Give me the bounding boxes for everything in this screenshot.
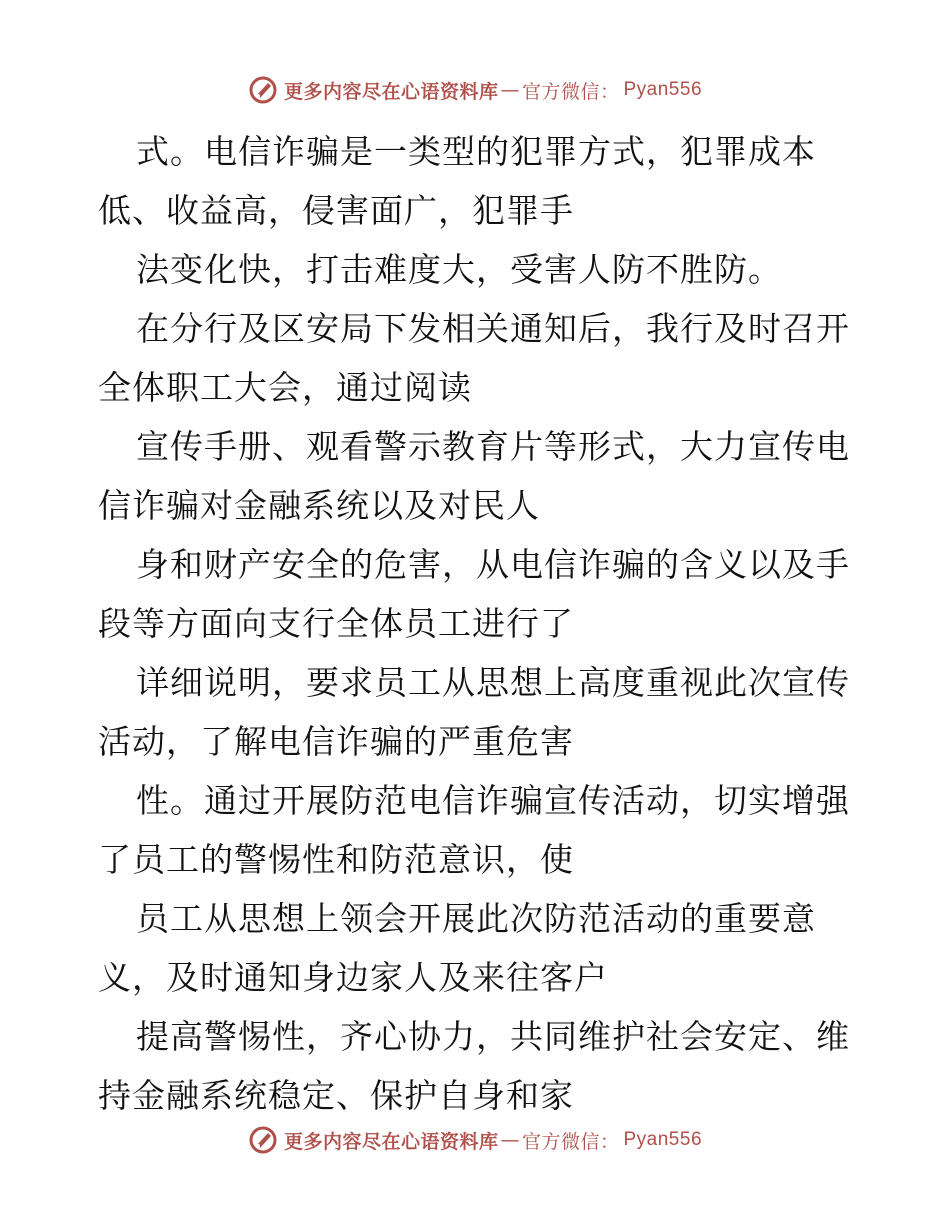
- logo-icon: [248, 1125, 278, 1155]
- banner-dash: —: [500, 79, 520, 101]
- text-line: 法变化快，打击难度大，受害人防不胜防。: [136, 250, 782, 289]
- text-line: 详细说明，要求员工从思想上高度重视此次宣传: [136, 663, 850, 702]
- text-line: 在分行及区安局下发相关通知后，我行及时召开: [136, 309, 850, 348]
- text-line: 宣传手册、观看警示教育片等形式，大力宣传电: [136, 427, 850, 466]
- banner-wechat-id: Pyan556: [623, 1129, 703, 1150]
- text-line: 提高警惕性，齐心协力，共同维护社会安定、维: [136, 1017, 850, 1056]
- text-line: 低、收益高，侵害面广，犯罪手: [98, 191, 574, 230]
- text-line: 员工从思想上领会开展此次防范活动的重要意: [136, 899, 816, 938]
- text-line: 性。通过开展防范电信诈骗宣传活动，切实增强: [136, 781, 850, 820]
- text-line: 式。电信诈骗是一类型的犯罪方式，犯罪成本: [136, 132, 816, 171]
- header-banner: [0, 70, 950, 110]
- logo-icon: [248, 75, 278, 105]
- banner-text: 更多内容尽在心语资料库: [283, 80, 499, 103]
- banner-wechat-label: 官方微信：: [521, 80, 620, 103]
- text-line: 活动，了解电信诈骗的严重危害: [98, 722, 574, 761]
- text-line: 义，及时通知身边家人及来往客户: [98, 958, 608, 997]
- text-line: 了员工的警惕性和防范意识，使: [98, 840, 574, 879]
- text-line: 身和财产安全的危害，从电信诈骗的含义以及手: [136, 545, 850, 584]
- footer-banner: [0, 1120, 950, 1160]
- text-line: 全体职工大会，通过阅读: [98, 368, 472, 407]
- banner-text: 更多内容尽在心语资料库: [283, 1130, 499, 1153]
- banner-wechat-label: 官方微信：: [521, 1130, 620, 1153]
- banner-dash: —: [500, 1129, 520, 1151]
- text-line: 段等方面向支行全体员工进行了: [98, 604, 574, 643]
- text-line: 信诈骗对金融系统以及对民人: [98, 486, 540, 525]
- document-body: [98, 122, 858, 1125]
- text-line: 持金融系统稳定、保护自身和家: [98, 1076, 574, 1115]
- banner-wechat-id: Pyan556: [623, 79, 703, 100]
